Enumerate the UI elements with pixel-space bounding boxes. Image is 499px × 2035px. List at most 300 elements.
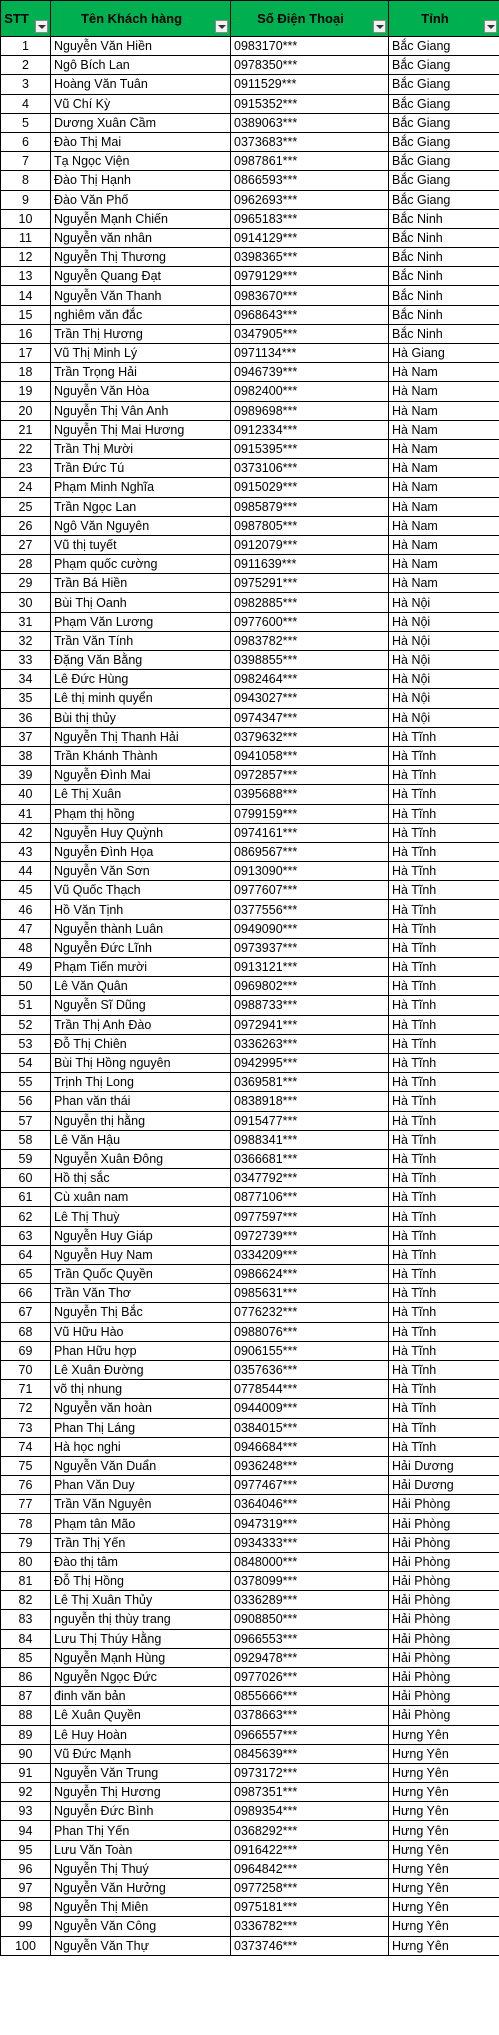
cell-phone[interactable]: 0968643*** <box>231 305 389 324</box>
cell-province[interactable]: Hà Tĩnh <box>389 727 499 746</box>
cell-phone[interactable]: 0949090*** <box>231 919 389 938</box>
cell-province[interactable]: Hà Tĩnh <box>389 1207 499 1226</box>
cell-customer-name[interactable]: Vũ Quốc Thạch <box>51 881 231 900</box>
cell-customer-name[interactable]: Hồ Văn Tịnh <box>51 900 231 919</box>
cell-customer-name[interactable]: Nguyễn Văn Công <box>51 1917 231 1936</box>
cell-phone[interactable]: 0979129*** <box>231 267 389 286</box>
cell-phone[interactable]: 0914129*** <box>231 228 389 247</box>
cell-province[interactable]: Hà Nội <box>389 670 499 689</box>
cell-customer-name[interactable]: Trần Quốc Quyền <box>51 1265 231 1284</box>
cell-phone[interactable]: 0989698*** <box>231 401 389 420</box>
filter-dropdown-icon[interactable] <box>484 20 497 33</box>
cell-customer-name[interactable]: Phạm Tiến mười <box>51 958 231 977</box>
cell-customer-name[interactable]: Nguyễn Văn Trung <box>51 1763 231 1782</box>
cell-customer-name[interactable]: Đặng Văn Bằng <box>51 651 231 670</box>
cell-stt[interactable]: 21 <box>1 420 51 439</box>
cell-stt[interactable]: 93 <box>1 1802 51 1821</box>
cell-customer-name[interactable]: Nguyễn Đình Họa <box>51 842 231 861</box>
cell-province[interactable]: Hà Nam <box>389 516 499 535</box>
cell-stt[interactable]: 3 <box>1 75 51 94</box>
cell-phone[interactable]: 0377556*** <box>231 900 389 919</box>
cell-customer-name[interactable]: Nguyễn Thị Mai Hương <box>51 420 231 439</box>
cell-phone[interactable]: 0357636*** <box>231 1360 389 1379</box>
cell-province[interactable]: Hà Tĩnh <box>389 1149 499 1168</box>
cell-phone[interactable]: 0988733*** <box>231 996 389 1015</box>
cell-phone[interactable]: 0982885*** <box>231 593 389 612</box>
cell-customer-name[interactable]: Đỗ Thị Hồng <box>51 1572 231 1591</box>
cell-phone[interactable]: 0944009*** <box>231 1399 389 1418</box>
cell-stt[interactable]: 83 <box>1 1610 51 1629</box>
cell-phone[interactable]: 0398365*** <box>231 248 389 267</box>
cell-customer-name[interactable]: Lê Huy Hoàn <box>51 1725 231 1744</box>
cell-phone[interactable]: 0946739*** <box>231 363 389 382</box>
cell-stt[interactable]: 51 <box>1 996 51 1015</box>
cell-province[interactable]: Hải Phòng <box>389 1687 499 1706</box>
cell-stt[interactable]: 57 <box>1 1111 51 1130</box>
cell-stt[interactable]: 44 <box>1 862 51 881</box>
cell-phone[interactable]: 0971134*** <box>231 344 389 363</box>
cell-province[interactable]: Bắc Giang <box>389 37 499 56</box>
cell-phone[interactable]: 0336263*** <box>231 1034 389 1053</box>
cell-province[interactable]: Bắc Ninh <box>389 286 499 305</box>
cell-stt[interactable]: 72 <box>1 1399 51 1418</box>
cell-province[interactable]: Hà Tĩnh <box>389 881 499 900</box>
cell-phone[interactable]: 0906155*** <box>231 1341 389 1360</box>
cell-phone[interactable]: 0982464*** <box>231 670 389 689</box>
cell-phone[interactable]: 0368292*** <box>231 1821 389 1840</box>
cell-stt[interactable]: 97 <box>1 1879 51 1898</box>
filter-dropdown-icon[interactable] <box>373 20 386 33</box>
cell-province[interactable]: Bắc Ninh <box>389 209 499 228</box>
cell-province[interactable]: Hà Nam <box>389 439 499 458</box>
cell-phone[interactable]: 0966557*** <box>231 1725 389 1744</box>
cell-customer-name[interactable]: Nguyễn văn nhân <box>51 228 231 247</box>
cell-stt[interactable]: 60 <box>1 1169 51 1188</box>
cell-customer-name[interactable]: Nguyễn Văn Hưởng <box>51 1879 231 1898</box>
cell-stt[interactable]: 42 <box>1 823 51 842</box>
cell-province[interactable]: Hải Dương <box>389 1476 499 1495</box>
cell-customer-name[interactable]: đinh văn bản <box>51 1687 231 1706</box>
cell-province[interactable]: Hải Phòng <box>389 1706 499 1725</box>
cell-province[interactable]: Bắc Giang <box>389 94 499 113</box>
cell-phone[interactable]: 0378099*** <box>231 1572 389 1591</box>
cell-customer-name[interactable]: Nguyễn văn hoàn <box>51 1399 231 1418</box>
cell-phone[interactable]: 0913121*** <box>231 958 389 977</box>
cell-stt[interactable]: 69 <box>1 1341 51 1360</box>
cell-phone[interactable]: 0911529*** <box>231 75 389 94</box>
cell-stt[interactable]: 54 <box>1 1053 51 1072</box>
cell-customer-name[interactable]: Trần Thị Hương <box>51 324 231 343</box>
cell-stt[interactable]: 31 <box>1 612 51 631</box>
cell-province[interactable]: Hà Tĩnh <box>389 823 499 842</box>
cell-province[interactable]: Hải Phòng <box>389 1495 499 1514</box>
cell-phone[interactable]: 0973937*** <box>231 938 389 957</box>
cell-phone[interactable]: 0977600*** <box>231 612 389 631</box>
cell-stt[interactable]: 2 <box>1 56 51 75</box>
cell-stt[interactable]: 27 <box>1 535 51 554</box>
cell-province[interactable]: Hà Tĩnh <box>389 1111 499 1130</box>
cell-stt[interactable]: 7 <box>1 152 51 171</box>
cell-stt[interactable]: 90 <box>1 1744 51 1763</box>
cell-customer-name[interactable]: Phạm tân Mão <box>51 1514 231 1533</box>
cell-phone[interactable]: 0962693*** <box>231 190 389 209</box>
cell-customer-name[interactable]: Vũ Chí Kỳ <box>51 94 231 113</box>
cell-province[interactable]: Hà Tĩnh <box>389 977 499 996</box>
cell-province[interactable]: Bắc Giang <box>389 75 499 94</box>
cell-stt[interactable]: 13 <box>1 267 51 286</box>
cell-phone[interactable]: 0347905*** <box>231 324 389 343</box>
cell-stt[interactable]: 11 <box>1 228 51 247</box>
cell-stt[interactable]: 49 <box>1 958 51 977</box>
cell-stt[interactable]: 64 <box>1 1245 51 1264</box>
cell-phone[interactable]: 0977607*** <box>231 881 389 900</box>
cell-phone[interactable]: 0946684*** <box>231 1437 389 1456</box>
cell-stt[interactable]: 63 <box>1 1226 51 1245</box>
cell-phone[interactable]: 0985631*** <box>231 1284 389 1303</box>
cell-stt[interactable]: 43 <box>1 842 51 861</box>
cell-customer-name[interactable]: Phạm Văn Lương <box>51 612 231 631</box>
cell-province[interactable]: Bắc Giang <box>389 56 499 75</box>
cell-province[interactable]: Hải Phòng <box>389 1648 499 1667</box>
cell-province[interactable]: Hà Tĩnh <box>389 1418 499 1437</box>
cell-customer-name[interactable]: Phạm quốc cường <box>51 555 231 574</box>
cell-phone[interactable]: 0778544*** <box>231 1380 389 1399</box>
cell-stt[interactable]: 48 <box>1 938 51 957</box>
cell-stt[interactable]: 89 <box>1 1725 51 1744</box>
cell-stt[interactable]: 14 <box>1 286 51 305</box>
cell-customer-name[interactable]: Nguyễn Văn Sơn <box>51 862 231 881</box>
cell-customer-name[interactable]: Vũ Thị Minh Lý <box>51 344 231 363</box>
cell-stt[interactable]: 100 <box>1 1936 51 1955</box>
cell-province[interactable]: Hà Nam <box>389 535 499 554</box>
cell-stt[interactable]: 79 <box>1 1533 51 1552</box>
cell-stt[interactable]: 84 <box>1 1629 51 1648</box>
cell-province[interactable]: Hà Tĩnh <box>389 1360 499 1379</box>
cell-province[interactable]: Hà Giang <box>389 344 499 363</box>
cell-province[interactable]: Hưng Yên <box>389 1802 499 1821</box>
cell-stt[interactable]: 66 <box>1 1284 51 1303</box>
cell-customer-name[interactable]: Dương Xuân Cầm <box>51 113 231 132</box>
cell-customer-name[interactable]: nguyễn thị thùy trang <box>51 1610 231 1629</box>
cell-customer-name[interactable]: Nguyễn Mạnh Hùng <box>51 1648 231 1667</box>
filter-dropdown-icon[interactable] <box>215 20 228 33</box>
cell-province[interactable]: Bắc Ninh <box>389 267 499 286</box>
cell-stt[interactable]: 33 <box>1 651 51 670</box>
cell-province[interactable]: Bắc Giang <box>389 132 499 151</box>
cell-customer-name[interactable]: Nguyễn Văn Hòa <box>51 382 231 401</box>
cell-province[interactable]: Hà Tĩnh <box>389 996 499 1015</box>
cell-customer-name[interactable]: Lê Văn Hậu <box>51 1130 231 1149</box>
cell-customer-name[interactable]: Trần Thị Yến <box>51 1533 231 1552</box>
cell-phone[interactable]: 0972739*** <box>231 1226 389 1245</box>
cell-stt[interactable]: 41 <box>1 804 51 823</box>
cell-province[interactable]: Hà Tĩnh <box>389 1226 499 1245</box>
cell-customer-name[interactable]: Nguyễn Xuân Đông <box>51 1149 231 1168</box>
cell-phone[interactable]: 0373746*** <box>231 1936 389 1955</box>
cell-province[interactable]: Hải Phòng <box>389 1533 499 1552</box>
cell-province[interactable]: Hưng Yên <box>389 1763 499 1782</box>
cell-province[interactable]: Hải Phòng <box>389 1667 499 1686</box>
cell-province[interactable]: Hà Tĩnh <box>389 1303 499 1322</box>
cell-customer-name[interactable]: Hồ thị sắc <box>51 1169 231 1188</box>
cell-phone[interactable]: 0977597*** <box>231 1207 389 1226</box>
cell-province[interactable]: Hà Tĩnh <box>389 766 499 785</box>
cell-stt[interactable]: 23 <box>1 459 51 478</box>
cell-province[interactable]: Hà Tĩnh <box>389 938 499 957</box>
cell-province[interactable]: Bắc Ninh <box>389 228 499 247</box>
cell-stt[interactable]: 36 <box>1 708 51 727</box>
cell-phone[interactable]: 0776232*** <box>231 1303 389 1322</box>
cell-customer-name[interactable]: Ngô Văn Nguyên <box>51 516 231 535</box>
cell-province[interactable]: Bắc Ninh <box>389 324 499 343</box>
cell-customer-name[interactable]: Phạm Minh Nghĩa <box>51 478 231 497</box>
cell-province[interactable]: Hà Nội <box>389 631 499 650</box>
cell-phone[interactable]: 0987861*** <box>231 152 389 171</box>
cell-customer-name[interactable]: Nguyễn Văn Thự <box>51 1936 231 1955</box>
cell-stt[interactable]: 94 <box>1 1821 51 1840</box>
cell-customer-name[interactable]: Lê Xuân Đường <box>51 1360 231 1379</box>
cell-province[interactable]: Hải Phòng <box>389 1514 499 1533</box>
cell-province[interactable]: Hưng Yên <box>389 1859 499 1878</box>
cell-phone[interactable]: 0347792*** <box>231 1169 389 1188</box>
cell-customer-name[interactable]: Bùi Thị Hồng nguyên <box>51 1053 231 1072</box>
cell-province[interactable]: Hà Tĩnh <box>389 746 499 765</box>
cell-province[interactable]: Hà Nam <box>389 478 499 497</box>
cell-customer-name[interactable]: Lê Đức Hùng <box>51 670 231 689</box>
cell-customer-name[interactable]: Nguyễn thị hằng <box>51 1111 231 1130</box>
cell-phone[interactable]: 0973172*** <box>231 1763 389 1782</box>
cell-province[interactable]: Hà Tĩnh <box>389 862 499 881</box>
cell-stt[interactable]: 73 <box>1 1418 51 1437</box>
cell-province[interactable]: Bắc Giang <box>389 152 499 171</box>
cell-customer-name[interactable]: Nguyễn Thị Miên <box>51 1898 231 1917</box>
cell-customer-name[interactable]: Ngô Bích Lan <box>51 56 231 75</box>
cell-customer-name[interactable]: Cù xuân nam <box>51 1188 231 1207</box>
cell-phone[interactable]: 0988076*** <box>231 1322 389 1341</box>
cell-stt[interactable]: 70 <box>1 1360 51 1379</box>
cell-customer-name[interactable]: Trần Văn Thơ <box>51 1284 231 1303</box>
cell-province[interactable]: Hải Phòng <box>389 1629 499 1648</box>
cell-customer-name[interactable]: Trịnh Thị Long <box>51 1073 231 1092</box>
cell-phone[interactable]: 0943027*** <box>231 689 389 708</box>
cell-phone[interactable]: 0975181*** <box>231 1898 389 1917</box>
cell-customer-name[interactable]: Phan Hữu hợp <box>51 1341 231 1360</box>
cell-customer-name[interactable]: Nguyễn thành Luân <box>51 919 231 938</box>
cell-stt[interactable]: 67 <box>1 1303 51 1322</box>
cell-phone[interactable]: 0912079*** <box>231 535 389 554</box>
cell-customer-name[interactable]: Trần Văn Tính <box>51 631 231 650</box>
cell-customer-name[interactable]: Nguyễn Văn Hiền <box>51 37 231 56</box>
cell-phone[interactable]: 0845639*** <box>231 1744 389 1763</box>
cell-phone[interactable]: 0334209*** <box>231 1245 389 1264</box>
cell-province[interactable]: Bắc Giang <box>389 171 499 190</box>
cell-customer-name[interactable]: Tạ Ngọc Viện <box>51 152 231 171</box>
cell-customer-name[interactable]: Lê Thị Xuân <box>51 785 231 804</box>
cell-phone[interactable]: 0838918*** <box>231 1092 389 1111</box>
cell-phone[interactable]: 0915477*** <box>231 1111 389 1130</box>
cell-stt[interactable]: 5 <box>1 113 51 132</box>
cell-stt[interactable]: 78 <box>1 1514 51 1533</box>
cell-stt[interactable]: 50 <box>1 977 51 996</box>
cell-stt[interactable]: 76 <box>1 1476 51 1495</box>
cell-phone[interactable]: 0987805*** <box>231 516 389 535</box>
cell-customer-name[interactable]: Nguyễn Thị Bắc <box>51 1303 231 1322</box>
cell-phone[interactable]: 0916422*** <box>231 1840 389 1859</box>
cell-stt[interactable]: 88 <box>1 1706 51 1725</box>
cell-phone[interactable]: 0977026*** <box>231 1667 389 1686</box>
cell-phone[interactable]: 0936248*** <box>231 1456 389 1475</box>
cell-phone[interactable]: 0983170*** <box>231 37 389 56</box>
cell-stt[interactable]: 20 <box>1 401 51 420</box>
cell-province[interactable]: Hà Tĩnh <box>389 1284 499 1303</box>
cell-phone[interactable]: 0982400*** <box>231 382 389 401</box>
cell-province[interactable]: Hà Tĩnh <box>389 1053 499 1072</box>
cell-customer-name[interactable]: Đào thị tâm <box>51 1552 231 1571</box>
cell-province[interactable]: Hà Tĩnh <box>389 1341 499 1360</box>
cell-customer-name[interactable]: Nguyễn Ngọc Đức <box>51 1667 231 1686</box>
cell-province[interactable]: Hà Nội <box>389 708 499 727</box>
cell-phone[interactable]: 0378663*** <box>231 1706 389 1725</box>
cell-stt[interactable]: 38 <box>1 746 51 765</box>
cell-province[interactable]: Hà Nam <box>389 401 499 420</box>
cell-phone[interactable]: 0384015*** <box>231 1418 389 1437</box>
cell-province[interactable]: Hà Tĩnh <box>389 900 499 919</box>
cell-stt[interactable]: 35 <box>1 689 51 708</box>
cell-phone[interactable]: 0336782*** <box>231 1917 389 1936</box>
cell-stt[interactable]: 52 <box>1 1015 51 1034</box>
cell-stt[interactable]: 86 <box>1 1667 51 1686</box>
cell-customer-name[interactable]: Nguyễn Đình Mai <box>51 766 231 785</box>
cell-stt[interactable]: 75 <box>1 1456 51 1475</box>
cell-phone[interactable]: 0966553*** <box>231 1629 389 1648</box>
cell-phone[interactable]: 0373106*** <box>231 459 389 478</box>
cell-customer-name[interactable]: Nguyễn Mạnh Chiến <box>51 209 231 228</box>
cell-customer-name[interactable]: Nguyễn Đức Bình <box>51 1802 231 1821</box>
cell-customer-name[interactable]: Lê Thị Xuân Thủy <box>51 1591 231 1610</box>
cell-customer-name[interactable]: Lê Văn Quân <box>51 977 231 996</box>
cell-customer-name[interactable]: Phan Văn Duy <box>51 1476 231 1495</box>
cell-phone[interactable]: 0972941*** <box>231 1015 389 1034</box>
cell-phone[interactable]: 0947319*** <box>231 1514 389 1533</box>
cell-customer-name[interactable]: Nguyễn Thị Hương <box>51 1783 231 1802</box>
cell-phone[interactable]: 0974161*** <box>231 823 389 842</box>
cell-province[interactable]: Hà Tĩnh <box>389 1437 499 1456</box>
cell-stt[interactable]: 55 <box>1 1073 51 1092</box>
cell-province[interactable]: Hà Tĩnh <box>389 1188 499 1207</box>
cell-stt[interactable]: 39 <box>1 766 51 785</box>
cell-customer-name[interactable]: Trần Bá Hiền <box>51 574 231 593</box>
cell-stt[interactable]: 96 <box>1 1859 51 1878</box>
cell-stt[interactable]: 99 <box>1 1917 51 1936</box>
cell-stt[interactable]: 19 <box>1 382 51 401</box>
cell-stt[interactable]: 82 <box>1 1591 51 1610</box>
cell-customer-name[interactable]: Nguyễn Văn Thanh <box>51 286 231 305</box>
cell-stt[interactable]: 92 <box>1 1783 51 1802</box>
cell-customer-name[interactable]: Vũ Đức Mạnh <box>51 1744 231 1763</box>
cell-phone[interactable]: 0866593*** <box>231 171 389 190</box>
cell-customer-name[interactable]: Đào Thị Mai <box>51 132 231 151</box>
cell-customer-name[interactable]: Nguyễn Thị Thuý <box>51 1859 231 1878</box>
cell-province[interactable]: Hà Tĩnh <box>389 919 499 938</box>
cell-province[interactable]: Bắc Ninh <box>389 305 499 324</box>
cell-phone[interactable]: 0398855*** <box>231 651 389 670</box>
cell-stt[interactable]: 17 <box>1 344 51 363</box>
cell-phone[interactable]: 0977258*** <box>231 1879 389 1898</box>
cell-stt[interactable]: 26 <box>1 516 51 535</box>
cell-province[interactable]: Hà Nam <box>389 497 499 516</box>
cell-province[interactable]: Hà Nội <box>389 612 499 631</box>
cell-phone[interactable]: 0964842*** <box>231 1859 389 1878</box>
cell-customer-name[interactable]: Nguyễn Thị Thương <box>51 248 231 267</box>
cell-province[interactable]: Hưng Yên <box>389 1821 499 1840</box>
cell-stt[interactable]: 24 <box>1 478 51 497</box>
cell-province[interactable]: Hà Tĩnh <box>389 804 499 823</box>
cell-customer-name[interactable]: Trần Thị Mười <box>51 439 231 458</box>
cell-stt[interactable]: 74 <box>1 1437 51 1456</box>
cell-stt[interactable]: 34 <box>1 670 51 689</box>
cell-province[interactable]: Hà Tĩnh <box>389 1169 499 1188</box>
cell-stt[interactable]: 81 <box>1 1572 51 1591</box>
cell-stt[interactable]: 91 <box>1 1763 51 1782</box>
cell-province[interactable]: Hưng Yên <box>389 1879 499 1898</box>
cell-phone[interactable]: 0983670*** <box>231 286 389 305</box>
cell-customer-name[interactable]: Nguyễn Sĩ Dũng <box>51 996 231 1015</box>
cell-phone[interactable]: 0989354*** <box>231 1802 389 1821</box>
cell-stt[interactable]: 87 <box>1 1687 51 1706</box>
cell-phone[interactable]: 0395688*** <box>231 785 389 804</box>
cell-customer-name[interactable]: Phan văn thái <box>51 1092 231 1111</box>
cell-phone[interactable]: 0799159*** <box>231 804 389 823</box>
cell-stt[interactable]: 98 <box>1 1898 51 1917</box>
cell-customer-name[interactable]: Nguyễn Huy Nam <box>51 1245 231 1264</box>
cell-stt[interactable]: 6 <box>1 132 51 151</box>
cell-phone[interactable]: 0373683*** <box>231 132 389 151</box>
cell-phone[interactable]: 0364046*** <box>231 1495 389 1514</box>
cell-customer-name[interactable]: Vũ thị tuyết <box>51 535 231 554</box>
cell-customer-name[interactable]: Phan Thị Láng <box>51 1418 231 1437</box>
cell-province[interactable]: Bắc Ninh <box>389 248 499 267</box>
cell-province[interactable]: Hải Dương <box>389 1456 499 1475</box>
cell-province[interactable]: Hà Nam <box>389 382 499 401</box>
cell-stt[interactable]: 77 <box>1 1495 51 1514</box>
cell-phone[interactable]: 0975291*** <box>231 574 389 593</box>
cell-customer-name[interactable]: Trần Khánh Thành <box>51 746 231 765</box>
cell-province[interactable]: Hà Tĩnh <box>389 958 499 977</box>
cell-phone[interactable]: 0389063*** <box>231 113 389 132</box>
cell-stt[interactable]: 65 <box>1 1265 51 1284</box>
cell-phone[interactable]: 0965183*** <box>231 209 389 228</box>
cell-stt[interactable]: 61 <box>1 1188 51 1207</box>
cell-province[interactable]: Hà Tĩnh <box>389 1265 499 1284</box>
cell-customer-name[interactable]: Nguyễn Đức Lĩnh <box>51 938 231 957</box>
cell-phone[interactable]: 0977467*** <box>231 1476 389 1495</box>
cell-phone[interactable]: 0913090*** <box>231 862 389 881</box>
cell-phone[interactable]: 0908850*** <box>231 1610 389 1629</box>
cell-stt[interactable]: 45 <box>1 881 51 900</box>
cell-province[interactable]: Hà Tĩnh <box>389 1130 499 1149</box>
cell-customer-name[interactable]: Nguyễn Thị Vân Anh <box>51 401 231 420</box>
cell-stt[interactable]: 32 <box>1 631 51 650</box>
cell-phone[interactable]: 0974347*** <box>231 708 389 727</box>
cell-stt[interactable]: 59 <box>1 1149 51 1168</box>
cell-customer-name[interactable]: Bùi Thị Oanh <box>51 593 231 612</box>
cell-customer-name[interactable]: Lê thị minh quyển <box>51 689 231 708</box>
cell-province[interactable]: Hưng Yên <box>389 1917 499 1936</box>
cell-phone[interactable]: 0369581*** <box>231 1073 389 1092</box>
cell-phone[interactable]: 0855666*** <box>231 1687 389 1706</box>
cell-province[interactable]: Hà Nam <box>389 420 499 439</box>
cell-phone[interactable]: 0942995*** <box>231 1053 389 1072</box>
